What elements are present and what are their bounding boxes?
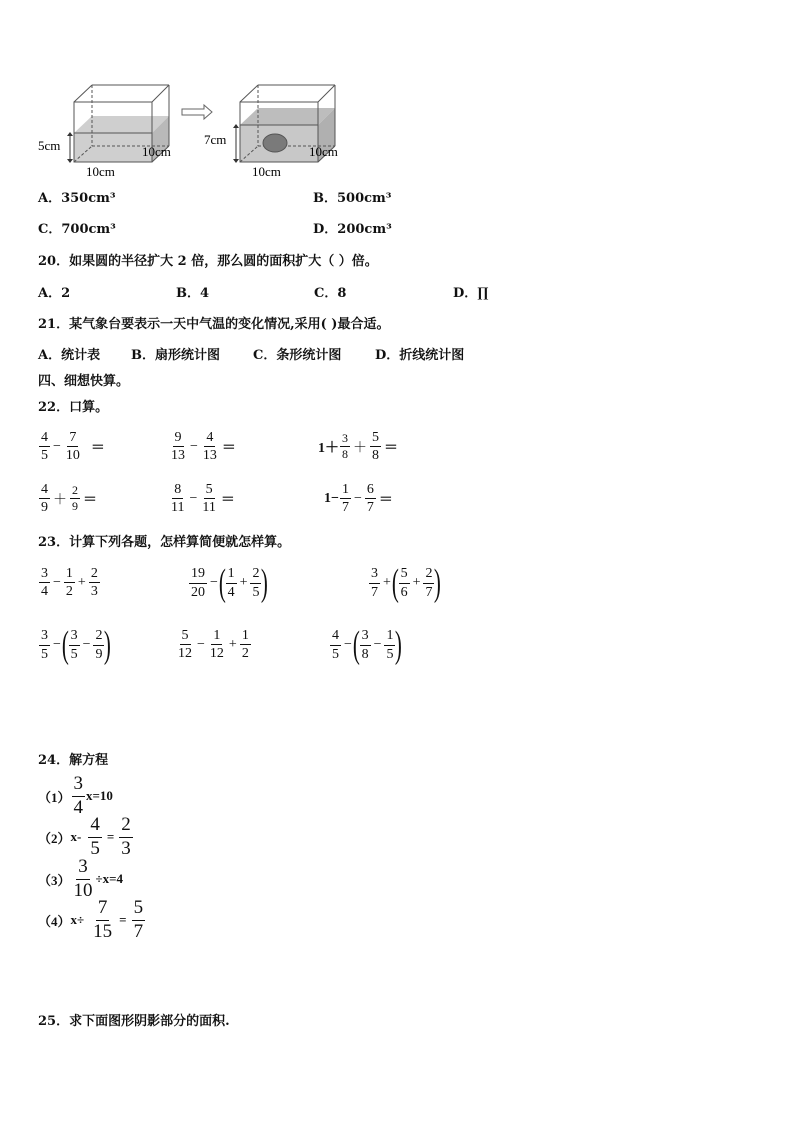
- q21-option-b: B．扇形统计图: [131, 348, 220, 363]
- right-front-label: 10cm: [252, 164, 281, 179]
- q21-question: 21．某气象台要表示一天中气温的变化情况,采用( )最合适。: [38, 317, 390, 332]
- left-front-label: 10cm: [86, 164, 115, 179]
- q22-item-5: $\frac{8}{11}$ − $\frac{5}{11}$ ＝: [171, 482, 235, 516]
- q20-question: 20．如果圆的半径扩大 2 倍，那么圆的面积扩大（ ）倍。: [38, 254, 378, 269]
- q21-option-d: D．折线统计图: [375, 348, 465, 363]
- right-side-label: 10cm: [309, 144, 338, 159]
- q24-equation-4: （4） x÷ $\frac{7}{15}$ = $\frac{5}{7}$: [38, 897, 144, 942]
- q23-expr-6: $\frac{4}{5}$ − ( $\frac{3}{8}$ − $\frac{1}{5}$ ): [332, 624, 403, 666]
- q24-equation-2: （2） x- $\frac{4}{5}$ = $\frac{2}{3}$: [38, 814, 131, 859]
- q23-expr-4: $\frac{3}{5}$ − ( $\frac{3}{5}$ − $\frac{2}{9}$ ): [41, 624, 112, 666]
- q22-item-6: 1− $\frac{1}{7}$ − $\frac{6}{7}$ ＝: [324, 482, 393, 516]
- q19-option-d: D．200cm³: [313, 222, 392, 237]
- q23-expr-1: $\frac{3}{4}$ − $\frac{1}{2}$ + $\frac{2}{3}$: [41, 566, 98, 600]
- q23-expr-5: $\frac{5}{12}$ − $\frac{1}{12}$ + $\frac{1}{2}$: [178, 628, 249, 662]
- q20-option-b: B．4: [176, 286, 210, 301]
- q25-title: 25．求下面图形阴影部分的面积.: [38, 1014, 230, 1029]
- q20-option-c: C．8: [314, 286, 347, 301]
- q24-title: 24．解方程: [38, 753, 109, 768]
- q23-title: 23．计算下列各题，怎样算简便就怎样算。: [38, 535, 291, 550]
- section-4-title: 四、细想快算。: [38, 374, 130, 389]
- right-height-label: 7cm: [204, 132, 227, 147]
- q20-option-d: D．∏: [453, 286, 489, 301]
- q23-expr-3: $\frac{3}{7}$ + ( $\frac{5}{6}$ + $\frac{2}{7}$ ): [371, 562, 442, 604]
- q21-option-c: C．条形统计图: [253, 348, 342, 363]
- q19-option-a: A．350cm³: [38, 191, 116, 206]
- q24-equation-3: （3） $\frac{3}{10}$ ÷x=4: [38, 856, 124, 901]
- arrow-icon: [182, 105, 212, 119]
- left-side-label: 10cm: [142, 144, 171, 159]
- q22-item-2: $\frac{9}{13}$ − $\frac{4}{13}$ ＝: [171, 430, 236, 464]
- q21-option-a: A．统计表: [38, 348, 101, 363]
- q24-equation-1: （1） $\frac{3}{4}$ x=10: [38, 773, 113, 818]
- q19-option-b: B．500cm³: [313, 191, 392, 206]
- q22-item-4: $\frac{4}{9}$ ＋ $\frac{2}{9}$ ＝: [41, 482, 97, 516]
- q23-expr-2: $\frac{19}{20}$ − ( $\frac{1}{4}$ + $\frac{2}{5}$ ): [191, 562, 269, 604]
- left-height-label: 5cm: [38, 138, 61, 153]
- q19-option-c: C．700cm³: [38, 222, 116, 237]
- q22-item-3: 1＋ $\frac{3}{8}$ ＋ $\frac{5}{8}$ ＝: [318, 430, 398, 464]
- q22-item-1: $\frac{4}{5}$ − $\frac{7}{10}$ ＝: [41, 430, 105, 464]
- container-figure: [34, 80, 354, 180]
- q22-title: 22．口算。: [38, 400, 109, 415]
- q20-option-a: A．2: [38, 286, 71, 301]
